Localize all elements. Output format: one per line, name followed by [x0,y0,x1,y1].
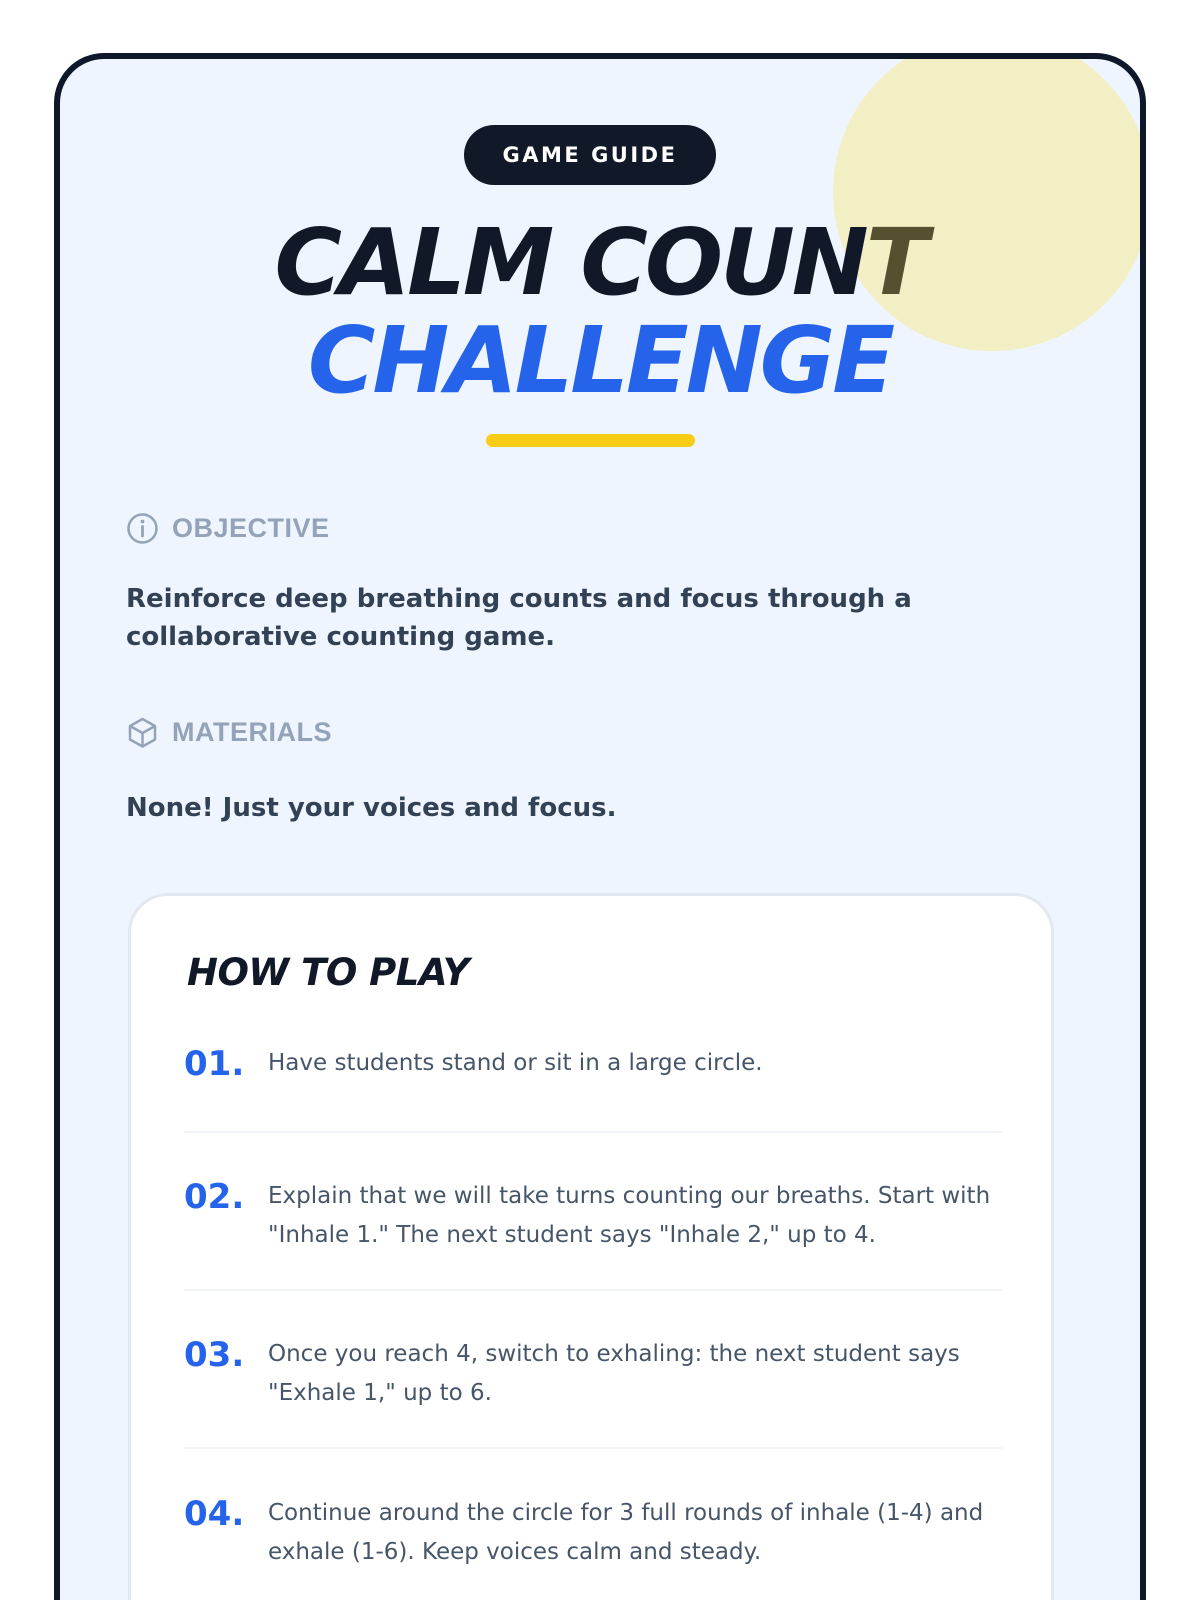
step-number: 01. [184,1044,245,1084]
step-number: 04. [184,1494,245,1534]
game-guide-badge: GAME GUIDE [464,125,716,185]
title-line-2: CHALLENGE [307,307,893,414]
step-divider [184,1131,1002,1133]
how-to-play-panel [128,893,1054,1600]
title-underline [486,434,695,447]
materials-heading [126,716,332,749]
step-divider [184,1447,1002,1449]
step-text: Continue around the circle for 3 full rounds of inhale (1-4) and exhale (1-6). Keep voices calm and steady. [268,1500,984,1565]
cube-icon [126,716,159,749]
step-number: 02. [184,1177,245,1217]
objective-text: Reinforce deep breathing counts and focus through a collaborative counting game. [126,584,912,652]
step-text: Once you reach 4, switch to exhaling: the next student says "Exhale 1," up to 6. [268,1341,960,1406]
game-guide-card [54,53,1146,1600]
how-to-play-title: HOW TO PLAY [187,951,470,994]
title-line-1-tail: T [865,209,926,316]
info-icon [126,512,159,545]
step-divider [184,1289,1002,1291]
materials-label: MATERIALS [172,717,332,747]
objective-label: OBJECTIVE [172,513,330,543]
objective-heading [126,512,330,545]
step-text: Have students stand or sit in a large circle. [268,1050,763,1076]
materials-text: None! Just your voices and focus. [126,793,617,823]
title-line-1-main: CALM COUN [274,209,866,316]
step-text: Explain that we will take turns counting our breaths. Start with "Inhale 1." The next student says "Inhale 2," up to 4. [268,1183,991,1248]
title-line-1 [60,209,1140,316]
step-number: 03. [184,1335,245,1375]
